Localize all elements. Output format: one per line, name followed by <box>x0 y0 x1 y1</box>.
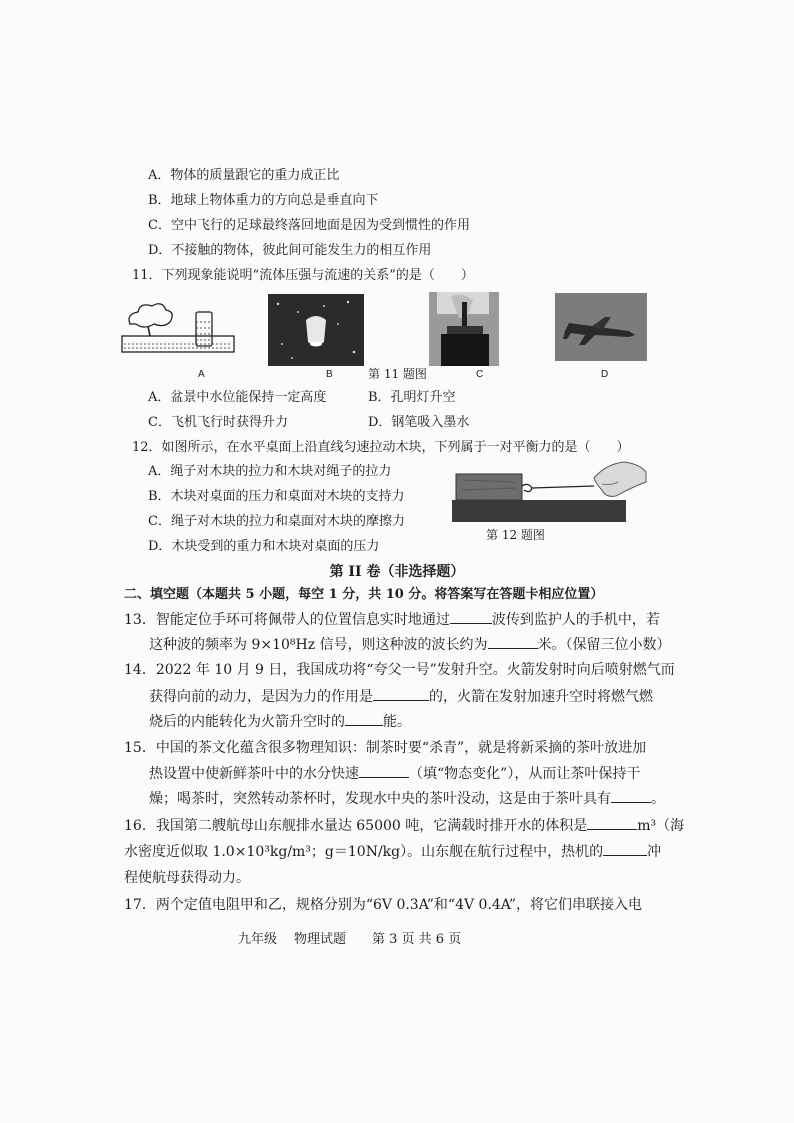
q11-figure-caption: 第 11 题图 <box>368 367 427 381</box>
footer-subject: 物理试题 <box>294 932 347 947</box>
q11-option-c: C．飞机飞行时获得升力 <box>148 415 288 430</box>
section2-heading: 二、填空题（本题共 5 小题，每空 1 分，共 10 分。将答案写在答题卡相应位置） <box>124 587 604 602</box>
q11-figure-a-bonsai <box>116 302 240 362</box>
q14-line3 <box>149 711 411 732</box>
q16-text-2a: 水密度近似取 1.0×10³kg/m³；g＝10N/kg）。山东舰在航行过程中，热机的 <box>124 844 604 860</box>
q11-figure-label-c: C <box>476 369 484 380</box>
q10-option-a: A．物体的质量跟它的重力成正比 <box>148 168 340 183</box>
q15-line2 <box>149 763 640 784</box>
q13-line2 <box>149 634 671 655</box>
q12-figure-block-pull <box>452 458 648 526</box>
q17-line1: 17．两个定值电阻甲和乙，规格分别为“6V 0.3A”和“4V 0.4A”，将它们串联接入电 <box>124 897 643 913</box>
q12-option-c: C．绳子对木块的拉力和桌面对木块的摩擦力 <box>148 514 405 529</box>
q15-blank-2[interactable] <box>611 788 651 803</box>
q13-blank-2[interactable] <box>488 634 538 649</box>
q15-blank-1[interactable] <box>359 763 409 778</box>
q12-option-a: A．绳子对木块的拉力和木块对绳子的拉力 <box>148 464 392 479</box>
q13-blank-1[interactable] <box>450 609 492 624</box>
q16-text-2b: 冲 <box>647 844 662 860</box>
footer-page-number: 第 3 页 共 6 页 <box>372 932 462 947</box>
q15-text-3a: 燥；喝茶时，突然转动茶杯时，发现水中央的茶叶没动，这是由于茶叶具有 <box>149 791 611 807</box>
q16-line2 <box>124 841 661 862</box>
q11-figure-c-pen-ink <box>429 292 499 366</box>
q13-text-2a: 这种波的频率为 9×10⁸Hz 信号，则这种波的波长约为 <box>149 637 488 653</box>
q12-stem: 12．如图所示，在水平桌面上沿直线匀速拉动木块，下列属于一对平衡力的是（ ） <box>132 440 630 455</box>
q10-option-c: C．空中飞行的足球最终落回地面是因为受到惯性的作用 <box>148 218 470 233</box>
q10-option-d: D．不接触的物体，彼此间可能发生力的相互作用 <box>148 243 432 258</box>
part2-title: 第 II 卷（非选择题） <box>329 564 465 580</box>
q12-option-d: D．木块受到的重力和木块对桌面的压力 <box>148 539 380 554</box>
q15-line1: 15．中国的茶文化蕴含很多物理知识：制茶时要“杀青”，就是将新采摘的茶叶放进加 <box>124 740 647 756</box>
q14-text-2a: 获得向前的动力，是因为力的作用是 <box>149 689 373 705</box>
q11-option-a: A．盆景中水位能保持一定高度 <box>148 390 327 405</box>
q16-text-1b: m³（海 <box>637 818 685 834</box>
q13-line1 <box>124 609 660 630</box>
q14-line1: 14．2022 年 10 月 9 日，我国成功将“夸父一号”发射升空。火箭发射时向后喷射燃气而 <box>124 662 675 678</box>
q12-figure-caption: 第 12 题图 <box>486 528 545 542</box>
q14-text-2b: 的，火箭在发射加速升空时将燃气燃 <box>429 689 653 705</box>
q14-line2 <box>149 686 653 707</box>
part2-title-row <box>0 562 794 582</box>
q12-option-b: B．木块对桌面的压力和桌面对木块的支持力 <box>148 489 405 504</box>
q14-text-3a: 烧后的内能转化为火箭升空时的 <box>149 714 345 730</box>
q11-option-d: D．钢笔吸入墨水 <box>368 415 470 430</box>
q14-blank-2[interactable] <box>345 711 383 726</box>
footer-grade: 九年级 <box>238 932 278 947</box>
q11-figure-label-d: D <box>601 369 609 380</box>
q14-text-3b: 能。 <box>383 714 411 730</box>
q14-blank-1[interactable] <box>373 686 429 701</box>
q16-text-1a: 16．我国第二艘航母山东舰排水量达 65000 吨，它满载时排开水的体积是 <box>124 818 588 834</box>
q11-figure-label-a: A <box>198 369 205 380</box>
q15-text-2b: （填“物态变化”），从而让茶叶保持干 <box>409 766 641 782</box>
q11-figure-label-b: B <box>326 369 333 380</box>
q16-blank-2[interactable] <box>603 841 647 856</box>
q11-figure-b-sky-lantern <box>268 294 364 366</box>
q16-line3: 程使航母获得动力。 <box>124 870 250 886</box>
q11-figure-d-airplane <box>555 293 647 361</box>
q13-text-2b: 米。（保留三位小数） <box>537 637 671 653</box>
q16-line1 <box>124 815 684 836</box>
q13-text-1a: 13．智能定位手环可将佩带人的位置信息实时地通过 <box>124 612 450 628</box>
q11-option-b: B．孔明灯升空 <box>368 390 456 405</box>
q10-option-b: B．地球上物体重力的方向总是垂直向下 <box>148 193 379 208</box>
q15-text-3b: 。 <box>651 791 665 807</box>
q13-text-1b: 波传到监护人的手机中，若 <box>491 612 660 628</box>
q15-text-2a: 热设置中使新鲜茶叶中的水分快速 <box>149 766 359 782</box>
q15-line3 <box>149 788 665 809</box>
q11-stem: 11．下列现象能说明“流体压强与流速的关系”的是（ ） <box>132 268 474 283</box>
q16-blank-1[interactable] <box>587 815 637 830</box>
